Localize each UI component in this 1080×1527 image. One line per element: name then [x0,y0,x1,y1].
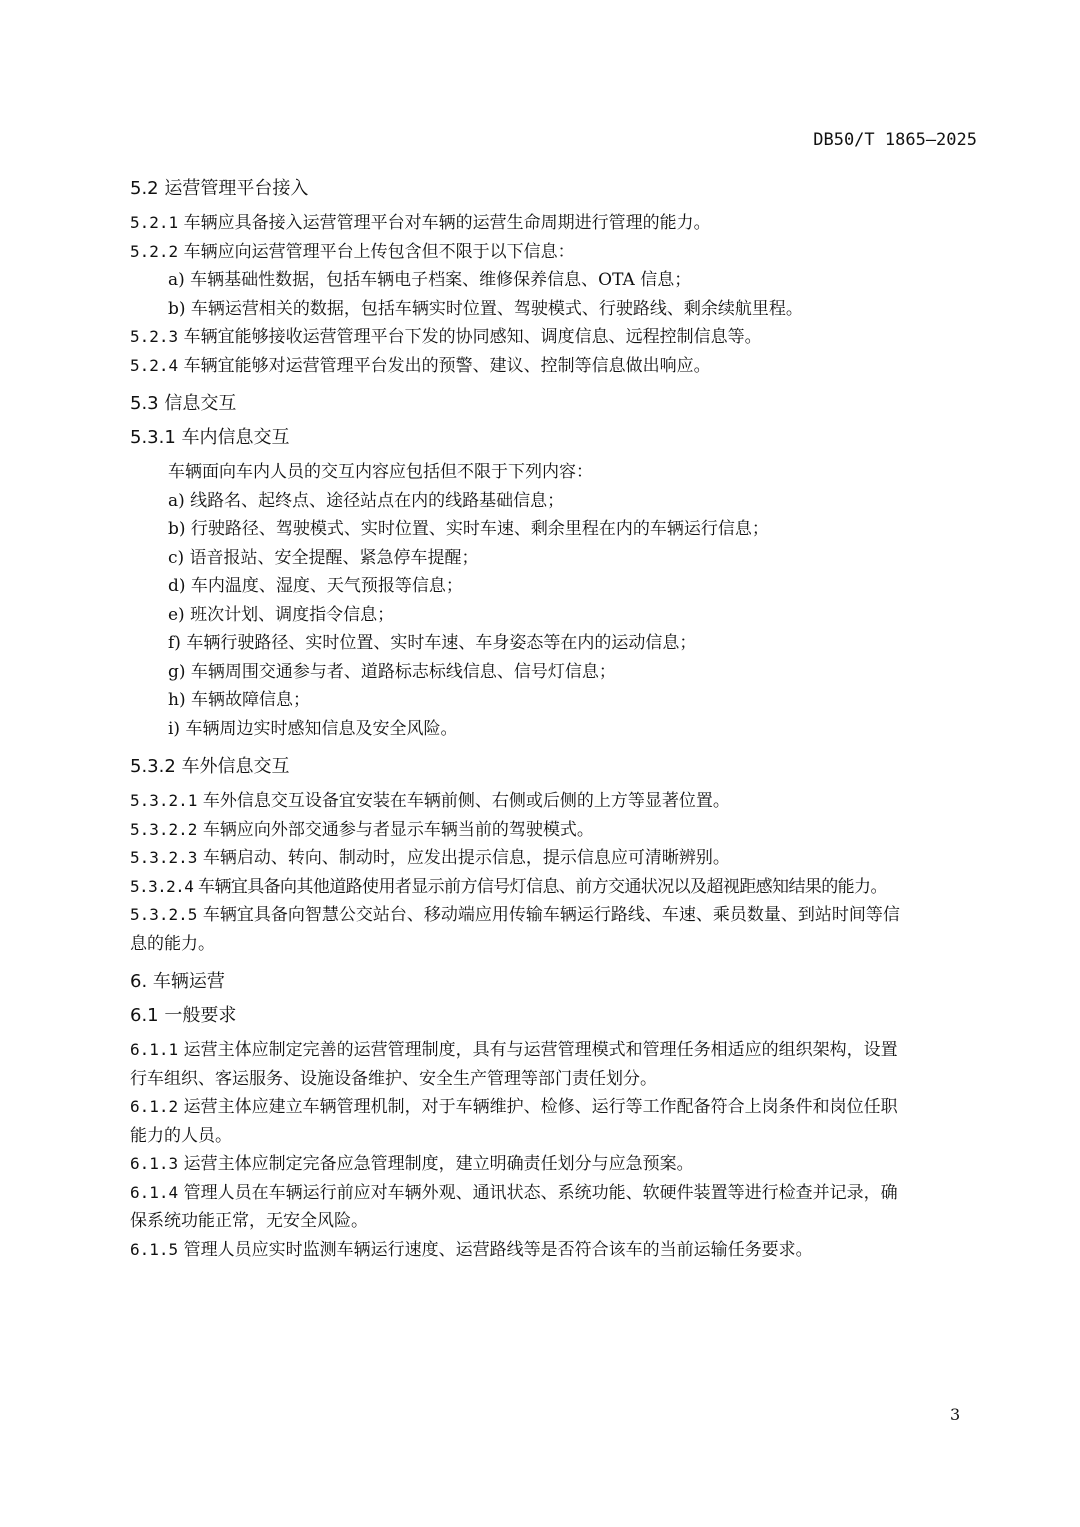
list-item: a) 车辆基础性数据，包括车辆电子档案、维修保养信息、OTA 信息； [168,270,692,290]
section-5-3-2-heading: 5.3.2 车外信息交互 [130,756,290,777]
list-item: h) 车辆故障信息； [168,690,310,710]
clause-6-1-1: 6.1.1 运营主体应制定完善的运营管理制度，具有与运营管理模式和管理任务相适应的组织架构，设置 [130,1040,898,1060]
section-5-3-heading: 5.3 信息交互 [130,393,237,414]
clause-5-3-2-4: 5.3.2.4 车辆宜具备向其他道路使用者显示前方信号灯信息、前方交通状况以及超视距感知结果的能力。 [130,876,887,897]
clause-5-3-2-1: 5.3.2.1 车外信息交互设备宜安装在车辆前侧、右侧或后侧的上方等显著位置。 [130,791,730,811]
clause-5-2-3: 5.2.3 车辆宜能够接收运营管理平台下发的协同感知、调度信息、远程控制信息等。 [130,327,762,347]
page-number: 3 [950,1405,961,1424]
clause-6-1-1-cont: 行车组织、客运服务、设施设备维护、安全生产管理等部门责任划分。 [130,1068,657,1089]
section-6-1-heading: 6.1 一般要求 [130,1005,237,1026]
list-item: i) 车辆周边实时感知信息及安全风险。 [168,718,458,739]
clause-6-1-4: 6.1.4 管理人员在车辆运行前应对车辆外观、通讯状态、系统功能、软硬件装置等进行检查并记录，确 [130,1182,898,1203]
chapter-6-heading: 6. 车辆运营 [130,971,225,992]
clause-6-1-5: 6.1.5 管理人员应实时监测车辆运行速度、运营路线等是否符合该车的当前运输任务要求。 [130,1239,813,1260]
clause-5-3-2-5: 5.3.2.5 车辆宜具备向智慧公交站台、移动端应用传输车辆运行路线、车速、乘员数量、到站时间等信 [130,905,900,925]
section-5-3-1-heading: 5.3.1 车内信息交互 [130,427,290,448]
clause-6-1-3: 6.1.3 运营主体应制定完备应急管理制度，建立明确责任划分与应急预案。 [130,1154,694,1174]
section-5-2-heading: 5.2 运营管理平台接入 [130,178,309,199]
section-intro: 车辆面向车内人员的交互内容应包括但不限于下列内容： [168,462,593,482]
clause-5-3-2-5-cont: 息的能力。 [130,933,215,954]
list-item: b) 车辆运营相关的数据，包括车辆实时位置、驾驶模式、行驶路线、剩余续航里程。 [168,298,803,319]
list-item: c) 语音报站、安全提醒、紧急停车提醒； [168,547,479,568]
list-item: f) 车辆行驶路径、实时位置、实时车速、车身姿态等在内的运动信息； [168,633,697,653]
list-item: d) 车内温度、湿度、天气预报等信息； [168,576,463,596]
clause-6-1-2-cont: 能力的人员。 [130,1125,232,1146]
list-item: g) 车辆周围交通参与者、道路标志标线信息、信号灯信息； [168,661,616,682]
clause-5-2-4: 5.2.4 车辆宜能够对运营管理平台发出的预警、建议、控制等信息做出响应。 [130,355,711,376]
clause-6-1-4-cont: 保系统功能正常，无安全风险。 [130,1211,368,1231]
clause-5-3-2-3: 5.3.2.3 车辆启动、转向、制动时，应发出提示信息，提示信息应可清晰辨别。 [130,848,730,868]
list-item: b) 行驶路径、驾驶模式、实时位置、实时车速、剩余里程在内的车辆运行信息； [168,519,769,539]
document-code: DB50/T 1865—2025 [813,130,977,150]
list-item: e) 班次计划、调度指令信息； [168,604,395,625]
clause-6-1-2: 6.1.2 运营主体应建立车辆管理机制，对于车辆维护、检修、运行等工作配备符合上岗条件和岗位任职 [130,1097,898,1117]
clause-5-3-2-2: 5.3.2.2 车辆应向外部交通参与者显示车辆当前的驾驶模式。 [130,819,594,840]
page-body [130,175,980,1264]
clause-5-2-1: 5.2.1 车辆应具备接入运营管理平台对车辆的运营生命周期进行管理的能力。 [130,213,711,233]
clause-5-2-2: 5.2.2 车辆应向运营管理平台上传包含但不限于以下信息： [130,241,575,262]
list-item: a) 线路名、起终点、途径站点在内的线路基础信息； [168,490,565,511]
